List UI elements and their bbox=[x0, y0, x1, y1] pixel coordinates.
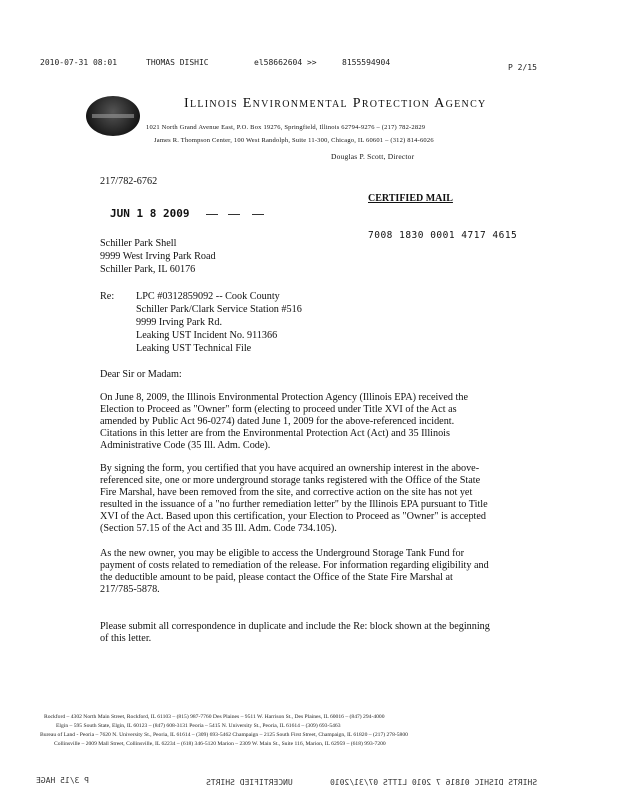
body-paragraph: By signing the form, you certified that you have acquired an ownership interest in the above-referenced site, one or more underground storage tanks registered with the Office of the State Fire Marshal, have been removed from the site, and corrective action on the site has not yet resulted in the issuance of a "no further remediation letter" by the Illinois EPA pursuant to Title XVI of the Act. Based upon this certification, your Election to Proceed as "Owner" is accepted (Section 57.15 of the Act and 35 Ill. Adm. Code 734.105). bbox=[100, 463, 488, 535]
date-rule-1 bbox=[206, 214, 218, 215]
re-line: 9999 Irving Park Rd. bbox=[136, 317, 223, 328]
body-paragraph: On June 8, 2009, the Illinois Environmental Protection Agency (Illinois EPA) received the Election to Proceed as "Owner" form (electing to proceed under Title XVI of the Act as amended by Public Act 96-0274) dated June 1, 2009 for the above-referenced incident. Citations in this letter are from the Environmental Protection Act (Act) and 35 Illinois Administrative Code (35 Ill. Adm. Code). bbox=[100, 392, 469, 452]
recipient-line: Schiller Park Shell bbox=[100, 238, 177, 249]
fax-phone-two: 8155594904 bbox=[342, 58, 391, 67]
agency-name: Illinois Environmental Protection Agency bbox=[184, 96, 487, 111]
fax-sender: THOMAS DISHIC bbox=[146, 58, 209, 67]
letter-date-stamp: JUN 1 8 2009 bbox=[110, 207, 190, 220]
bleedthrough-middle: UNCERTIFIED SHIRTS bbox=[206, 778, 293, 787]
agency-address-line1: 1021 North Grand Avenue East, P.O. Box 19276, Springfield, Illinois 62794-9276 – (217) 782-2829 bbox=[146, 124, 426, 131]
recipient-line: 9999 West Irving Park Road bbox=[100, 251, 216, 262]
footer-offices-line: Collinsville – 2009 Mall Street, Collinsville, IL 62234 – (618) 346-5120 Marion – 2309 W. Main St., Suite 116, Marion, IL 62959 – (618) 993-7200 bbox=[54, 741, 386, 747]
footer-offices-line: Bureau of Land - Peoria – 7620 N. University St., Peoria, IL 61614 – (309) 693-5462 Champaign – 2125 South First Street, Champaign, IL 61820 – (217) 278-5800 bbox=[40, 732, 408, 738]
recipient-line: Schiller Park, IL 60176 bbox=[100, 264, 196, 275]
re-line: LPC #0312859092 -- Cook County bbox=[136, 291, 280, 302]
footer-offices-line: Rockford – 4302 North Main Street, Rockford, IL 61103 – (815) 987-7760 Des Plaines – 9511 W. Harrison St., Des Plaines, IL 60016 – (847) 294-4000 bbox=[44, 714, 385, 720]
body-paragraph: As the new owner, you may be eligible to access the Underground Storage Tank Fund for payment of costs related to remediation of the release. For information regarding eligibility and the deductible amount to be paid, please contact the Office of the State Fire Marshal at 217/785-5878. bbox=[100, 548, 489, 596]
illinois-epa-seal-icon bbox=[86, 96, 140, 136]
body-paragraph: Please submit all correspondence in duplicate and include the Re: block shown at the beginning of this letter. bbox=[100, 621, 490, 645]
agency-director: Douglas P. Scott, Director bbox=[331, 152, 415, 161]
re-label: Re: bbox=[100, 291, 115, 302]
agency-address-line2: James R. Thompson Center, 100 West Randolph, Suite 11-300, Chicago, IL 60601 – (312) 814-6026 bbox=[154, 137, 434, 144]
certified-tracking-number: 7008 1830 0001 4717 4615 bbox=[368, 230, 518, 241]
fax-page: P 2/15 bbox=[508, 63, 537, 72]
re-line: Schiller Park/Clark Service Station #516 bbox=[136, 304, 302, 315]
re-line: Leaking UST Technical File bbox=[136, 343, 252, 354]
bleedthrough-right: SHIRTS DISHIC 01816 7 2010 LITTS 07/31/2010 bbox=[330, 778, 538, 787]
phone-reference: 217/782-6762 bbox=[100, 176, 158, 187]
certified-mail-label: CERTIFIED MAIL bbox=[368, 193, 453, 204]
date-rule-2 bbox=[228, 214, 240, 215]
fax-phone-one: el58662604 >> bbox=[254, 58, 317, 67]
fax-timestamp: 2010-07-31 08:01 bbox=[40, 58, 118, 67]
date-rule-3 bbox=[252, 214, 264, 215]
bleedthrough-left: P 3/15 HAGE bbox=[36, 776, 89, 785]
re-line: Leaking UST Incident No. 911366 bbox=[136, 330, 278, 341]
salutation: Dear Sir or Madam: bbox=[100, 369, 182, 380]
footer-offices-line: Elgin – 595 South State, Elgin, IL 60123 – (847) 608-3131 Peoria – 5415 N. University St., Peoria, IL 61614 – (309) 693-5463 bbox=[56, 723, 341, 729]
